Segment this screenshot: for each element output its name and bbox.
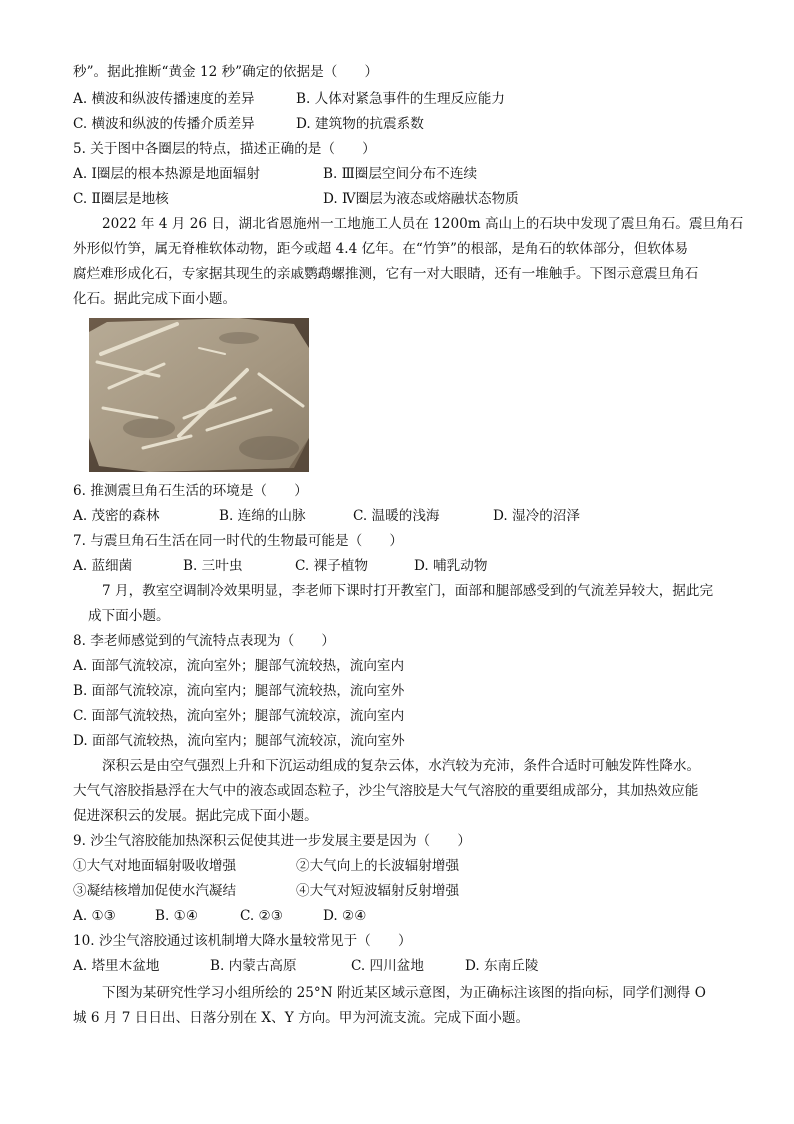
q9-statement-2: ②大气向上的长波辐射增强 (296, 858, 460, 874)
question-9-stem: 9. 沙尘气溶胶能加热深积云促使其进一步发展主要是因为（ ） (73, 833, 471, 849)
passage-3-line-2: 大气气溶胶指悬浮在大气中的液态或固态粒子，沙尘气溶胶是大气气溶胶的重要组成部分，其加热效应能 (73, 783, 699, 799)
q9-option-c: C. ②③ (240, 908, 283, 924)
q5-option-b: B. Ⅲ圈层空间分布不连续 (323, 166, 478, 182)
q6-option-c: C. 温暖的浅海 (353, 508, 440, 524)
question-7-stem: 7. 与震旦角石生活在同一时代的生物最可能是（ ） (73, 533, 403, 549)
q6-option-d: D. 湿冷的沼泽 (493, 508, 581, 524)
passage-1-line-4: 化石。据此完成下面小题。 (73, 291, 237, 307)
q5-option-a: A. Ⅰ圈层的根本热源是地面辐射 (73, 166, 260, 182)
q7-option-d: D. 哺乳动物 (414, 558, 488, 574)
q9-option-a: A. ①③ (73, 908, 116, 924)
q10-option-a: A. 塔里木盆地 (73, 958, 160, 974)
q4-option-a: A. 横波和纵波传播速度的差异 (73, 91, 255, 107)
passage-4-line-2: 城 6 月 7 日日出、日落分别在 X、Y 方向。甲为河流支流。完成下面小题。 (73, 1010, 530, 1026)
q7-option-b: B. 三叶虫 (183, 558, 243, 574)
q8-option-d: D. 面部气流较热，流向室内；腿部气流较凉，流向室外 (73, 733, 405, 749)
q6-option-b: B. 连绵的山脉 (219, 508, 306, 524)
q4-option-b: B. 人体对紧急事件的生理反应能力 (296, 91, 505, 107)
q6-option-a: A. 茂密的森林 (73, 508, 160, 524)
question-5-stem: 5. 关于图中各圈层的特点，描述正确的是（ ） (73, 141, 376, 157)
question-8-stem: 8. 李老师感觉到的气流特点表现为（ ） (73, 633, 335, 649)
q10-option-b: B. 内蒙古高原 (210, 958, 297, 974)
passage-2-line-1: 7 月，教室空调制冷效果明显，李老师下课时打开教室门，面部和腿部感受到的气流差异较大，据此完 (102, 583, 714, 599)
q9-option-b: B. ①④ (155, 908, 199, 924)
passage-3-line-1: 深积云是由空气强烈上升和下沉运动组成的复杂云体，水汽较为充沛，条件合适时可触发阵性降水。 (102, 758, 701, 774)
q9-statement-3: ③凝结核增加促使水汽凝结 (73, 883, 237, 899)
q8-option-a: A. 面部气流较凉，流向室外；腿部气流较热，流向室内 (73, 658, 405, 674)
q9-statement-4: ④大气对短波辐射反射增强 (296, 883, 460, 899)
q4-option-d: D. 建筑物的抗震系数 (296, 116, 424, 132)
q8-option-c: C. 面部气流较热，流向室外；腿部气流较凉，流向室内 (73, 708, 405, 724)
fossil-photo (89, 318, 309, 472)
q7-option-a: A. 蓝细菌 (73, 558, 133, 574)
passage-2-line-2: 成下面小题。 (88, 608, 170, 624)
q9-statement-1: ①大气对地面辐射吸收增强 (73, 858, 237, 874)
question-4-stem-tail: 秒”。据此推断“黄金 12 秒”确定的依据是（ ） (73, 64, 379, 80)
q9-option-d: D. ②④ (323, 908, 367, 924)
q10-option-c: C. 四川盆地 (351, 958, 424, 974)
q4-option-c: C. 横波和纵波的传播介质差异 (73, 116, 255, 132)
q7-option-c: C. 裸子植物 (295, 558, 368, 574)
q10-option-d: D. 东南丘陵 (465, 958, 539, 974)
q5-option-d: D. Ⅳ圈层为液态或熔融状态物质 (323, 191, 519, 207)
passage-3-line-3: 促进深积云的发展。据此完成下面小题。 (73, 808, 318, 824)
passage-1-line-3: 腐烂难形成化石，专家据其现生的亲戚鹦鹉螺推测，它有一对大眼睛，还有一堆触手。下图示意震旦角石 (73, 266, 699, 282)
q5-option-c: C. Ⅱ圈层是地核 (73, 191, 169, 207)
passage-1-line-1: 2022 年 4 月 26 日，湖北省恩施州一工地施工人员在 1200m 高山上的石块中发现了震旦角石。震旦角石 (102, 216, 744, 232)
question-6-stem: 6. 推测震旦角石生活的环境是（ ） (73, 483, 308, 499)
passage-4-line-1: 下图为某研究性学习小组所绘的 25°N 附近某区域示意图，为正确标注该图的指向标，同学们测得 O (102, 985, 706, 1001)
question-10-stem: 10. 沙尘气溶胶通过该机制增大降水量较常见于（ ） (73, 933, 412, 949)
q8-option-b: B. 面部气流较凉，流向室内；腿部气流较热，流向室外 (73, 683, 405, 699)
passage-1-line-2: 外形似竹笋，属无脊椎软体动物，距今或超 4.4 亿年。在“竹笋”的根部，是角石的软体部分，但软体易 (73, 241, 689, 257)
